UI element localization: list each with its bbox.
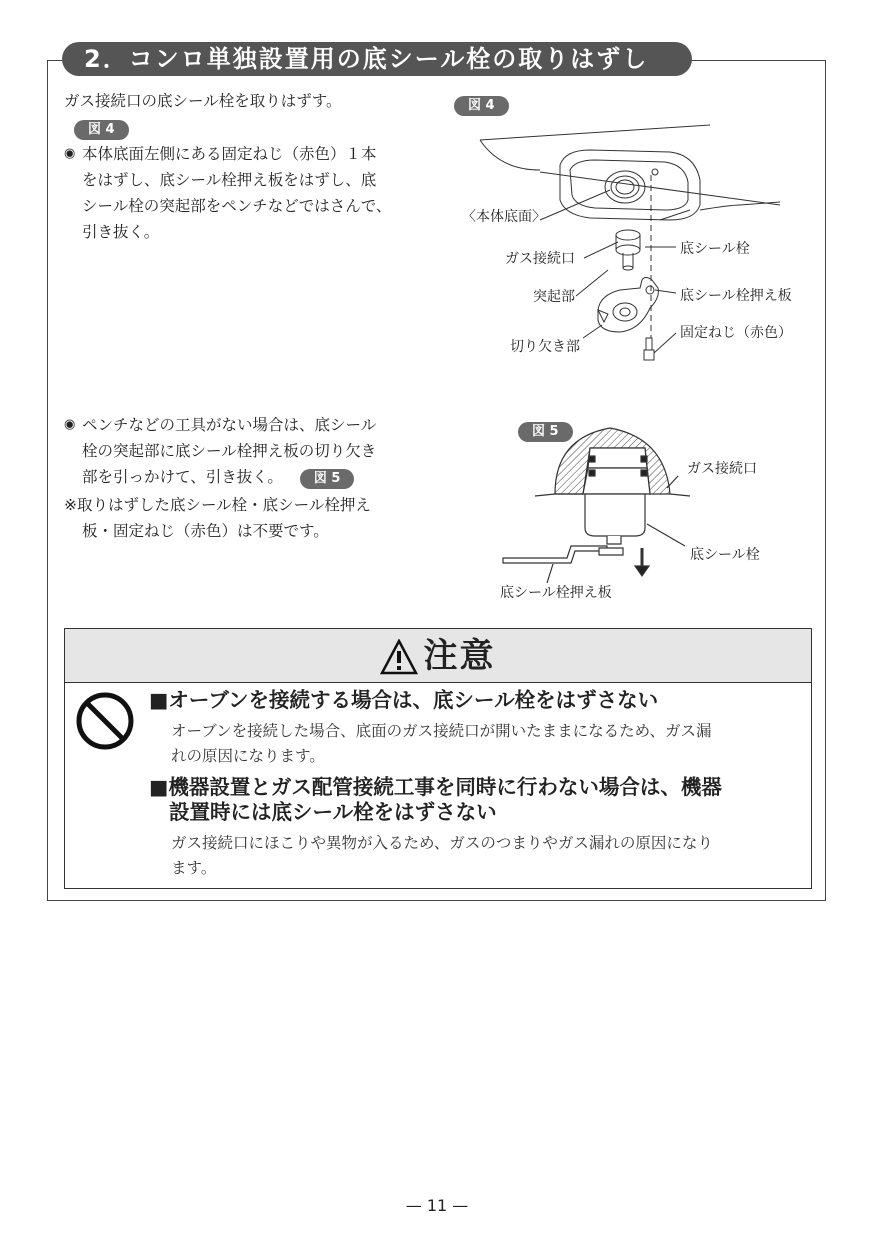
fig4-callout-protrusion: 突起部 xyxy=(533,289,575,305)
bullet-mark: ◉ xyxy=(64,146,76,161)
caution-item2-heading: 設置時には底シール栓をはずさない xyxy=(169,800,497,824)
caution-title: 注意 xyxy=(423,636,496,676)
step1 xyxy=(64,141,434,251)
page-number: — 11 — xyxy=(405,1196,469,1215)
step2 xyxy=(64,412,444,494)
fig4-callout-seal-plug: 底シール栓 xyxy=(680,241,750,257)
fig4-callout-plug-plate: 底シール栓押え板 xyxy=(680,288,792,304)
caution-item2-body-line: ます。 xyxy=(171,859,217,877)
caution-item2-heading: ■機器設置とガス配管接続工事を同時に行わない場合は、機器 xyxy=(149,775,722,799)
step1-line: をはずし、底シール栓押え板をはずし、底 xyxy=(82,171,377,189)
fig4-label: 図 4 xyxy=(454,96,509,116)
caution-box xyxy=(64,628,812,889)
warning-triangle-icon xyxy=(380,639,418,675)
step1-line: 引き抜く。 xyxy=(82,223,160,241)
fig5-ref-label: 図 5 xyxy=(300,469,355,489)
step2-line-text: 部を引っかけて、引き抜く。 xyxy=(82,468,283,486)
section-title: 2．コンロ単独設置用の底シール栓の取りはずし xyxy=(62,42,692,76)
fig4-callout-gas-inlet: ガス接続口 xyxy=(505,251,575,267)
fig4-callout-notch: 切り欠き部 xyxy=(510,339,580,355)
step2-line: ペンチなどの工具がない場合は、底シール xyxy=(82,416,377,434)
fig4-ref-label: 図 4 xyxy=(74,120,129,140)
fig4-callout-body-bottom: 〈本体底面〉 xyxy=(462,209,546,225)
note-line: 板・固定ねじ（赤色）は不要です。 xyxy=(82,522,329,540)
caution-item1-body-line: オーブンを接続した場合、底面のガス接続口が開いたままになるため、ガス漏 xyxy=(171,722,712,740)
step2-line xyxy=(82,464,376,490)
fig5-callout-gas-inlet: ガス接続口 xyxy=(687,461,757,477)
fig4-ref-badge xyxy=(74,118,129,140)
caution-item2-body-line: ガス接続口にほこりや異物が入るため、ガスのつまりやガス漏れの原因になり xyxy=(171,834,713,852)
note xyxy=(64,492,371,544)
caution-item1-heading: ■オーブンを接続する場合は、底シール栓をはずさない xyxy=(149,688,659,712)
note-line: ※取りはずした底シール栓・底シール栓押え xyxy=(64,496,371,514)
step1-line: 本体底面左側にある固定ねじ（赤色）１本 xyxy=(82,145,377,163)
fig5-label: 図 5 xyxy=(518,422,573,442)
prohibition-icon xyxy=(75,691,135,751)
step1-line: シール栓の突起部をペンチなどではさんで、 xyxy=(82,197,392,215)
caution-header xyxy=(65,629,811,683)
fig5-callout-seal-plug: 底シール栓 xyxy=(690,547,760,563)
caution-item1-body-line: れの原因になります。 xyxy=(171,747,325,765)
fig5-callout-plug-plate: 底シール栓押え板 xyxy=(500,585,612,601)
intro-text: ガス接続口の底シール栓を取りはずす。 xyxy=(64,92,342,110)
bullet-mark: ◉ xyxy=(64,417,76,432)
fig4-callout-screw: 固定ねじ（赤色） xyxy=(680,325,792,341)
step2-line: 栓の突起部に底シール栓押え板の切り欠き xyxy=(82,442,377,460)
